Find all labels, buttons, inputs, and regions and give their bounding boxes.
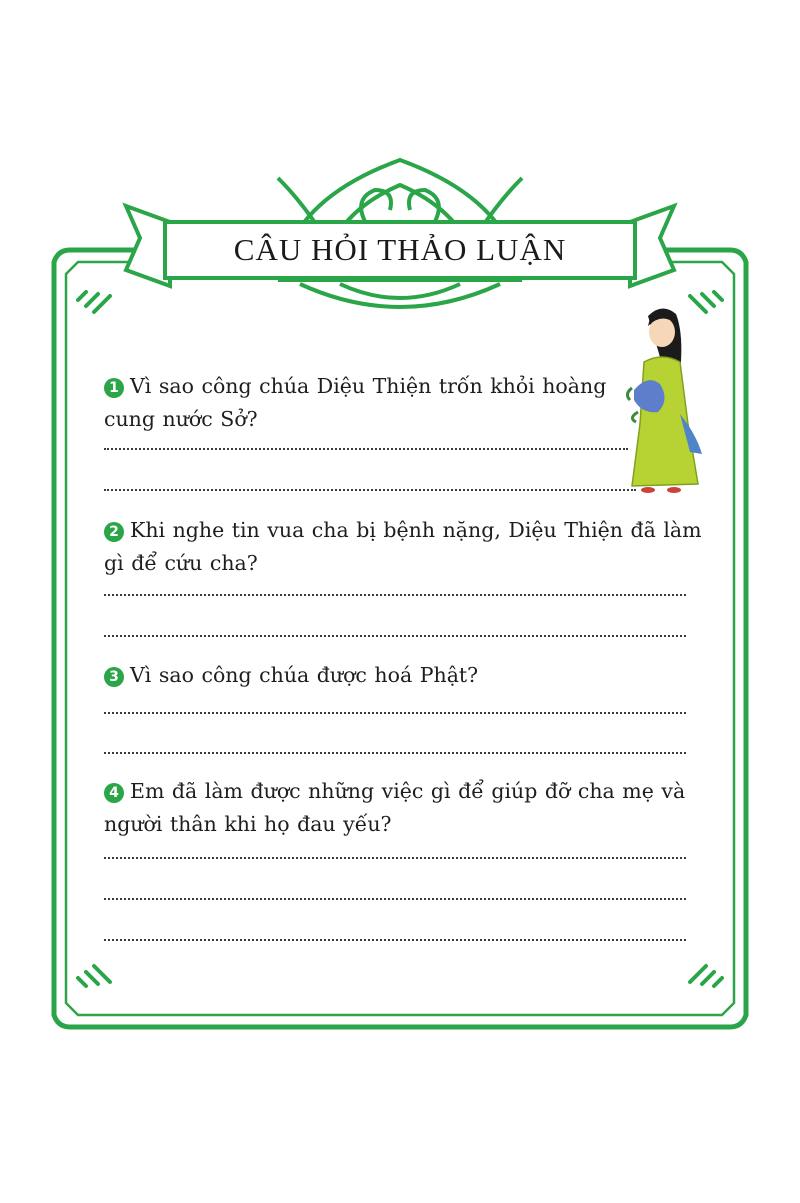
- question-1: [104, 370, 606, 436]
- page-title: CÂU HỎI THẢO LUẬN: [233, 232, 567, 267]
- question-text: Vì sao công chúa được hoá Phật?: [130, 663, 479, 687]
- answer-line[interactable]: [104, 594, 686, 596]
- princess-illustration: [618, 304, 710, 496]
- answer-line[interactable]: [104, 712, 686, 714]
- question-text: Khi nghe tin vua cha bị bệnh nặng, Diệu Thiện đã làm: [130, 518, 702, 542]
- question-number-badge: 3: [104, 667, 124, 687]
- answer-line[interactable]: [104, 939, 686, 941]
- question-text: Em đã làm được những việc gì để giúp đỡ cha mẹ và: [130, 779, 686, 803]
- answer-line[interactable]: [104, 752, 686, 754]
- question-2: [104, 514, 702, 580]
- question-number-badge: 1: [104, 378, 124, 398]
- question-text: cung nước Sở?: [104, 407, 258, 431]
- answer-line[interactable]: [104, 448, 628, 450]
- answer-line[interactable]: [104, 898, 686, 900]
- question-text: Vì sao công chúa Diệu Thiện trốn khỏi hoàng: [130, 374, 607, 398]
- question-text: người thân khi họ đau yếu?: [104, 812, 392, 836]
- question-4: [104, 775, 685, 841]
- answer-line[interactable]: [104, 635, 686, 637]
- answer-line[interactable]: [104, 857, 686, 859]
- question-3: [104, 659, 478, 692]
- question-number-badge: 4: [104, 783, 124, 803]
- answer-line[interactable]: [104, 489, 636, 491]
- question-number-badge: 2: [104, 522, 124, 542]
- question-text: gì để cứu cha?: [104, 551, 258, 575]
